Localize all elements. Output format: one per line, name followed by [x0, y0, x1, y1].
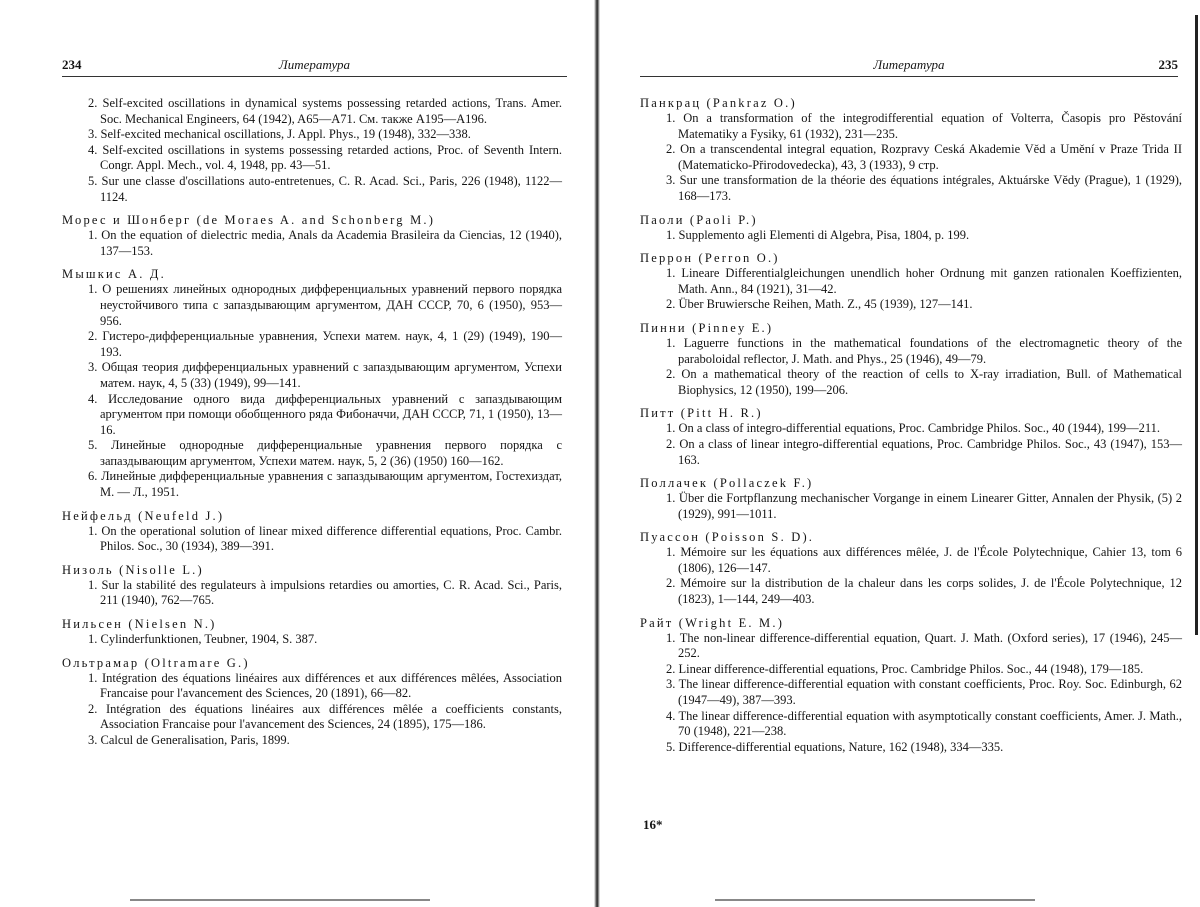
reference-item: 1. On a class of integro-differential equations, Proc. Cambridge Philos. Soc., 40 (1944), 199—211. — [666, 421, 1161, 436]
page-edge — [1195, 15, 1198, 635]
reference-item: 2. Linear difference-differential equations, Proc. Cambridge Philos. Soc., 44 (1948), 179—185. — [666, 661, 1144, 676]
page-number: 235 — [1158, 57, 1178, 72]
reference-item: 5. Sur une classe d'oscillations auto-entretenues, C. R. Acad. Sci., Paris, 226 (1948), 1122—1124. — [88, 173, 562, 204]
reference-item: 1. On a transformation of the integrodifferential equation of Volterra, Časopis pro Pěstování Matematiky a Fysiky, 61 (1932), 231—235. — [666, 111, 1182, 141]
author-name: Панкрац (Pankraz O.) — [640, 96, 797, 110]
signature-mark: 16* — [643, 817, 663, 832]
bibliography-list — [62, 96, 562, 756]
bibliography-entry — [640, 250, 1182, 313]
page-bottom-edge — [715, 899, 1035, 901]
reference-item: 5. Линейные однородные дифференциальные уравнения первого порядка с запаздывающим аргументом, Успехи матем. наук, 5, 2 (36) (1950) 160—162. — [88, 438, 562, 468]
author-name: Нейфельд (Neufeld J.) — [62, 508, 225, 523]
reference-item: 2. Mémoire sur la distribution de la chaleur dans les corps solides, J. de l'École Polytechnique, 12 (1823), 1—144, 249—403. — [666, 576, 1182, 607]
bibliography-entry — [640, 529, 1182, 607]
reference-item: 5. Difference-differential equations, Nature, 162 (1948), 334—335. — [666, 739, 1004, 754]
reference-item: 1. Über die Fortpflanzung mechanischer Vorgange in einem Linearer Gitter, Annalen der Physik, (5) 2 (1929), 991—1011. — [666, 491, 1182, 521]
reference-item: 3. The linear difference-differential equation with constant coefficients, Proc. Roy. Soc. Edinburgh, 62 (1947—49), 387—393. — [666, 677, 1182, 708]
bibliography-list — [640, 95, 1182, 762]
reference-item: 6. Линейные дифференциальные уравнения с запаздывающим аргументом, Гостехиздат, М. — Л., 1951. — [88, 469, 562, 500]
bibliography-entry — [640, 212, 1182, 244]
bibliography-entry — [62, 96, 562, 205]
reference-item: 1. On the equation of dielectric media, Anals da Academia Brasileira da Ciencias, 12 (1940), 137—153. — [88, 228, 562, 258]
reference-item: 2. Über Bruwiersche Reihen, Math. Z., 45 (1939), 127—141. — [666, 297, 973, 312]
reference-item: 2. Гистеро-дифференциальные уравнения, Успехи матем. наук, 4, 1 (29) (1949), 190—193. — [88, 329, 562, 359]
page-number: 234 — [62, 57, 82, 72]
reference-item: 3. Sur une transformation de la théorie des équations intégrales, Aktuárske Vědy (Prague), 1 (1929), 168—173. — [666, 173, 1182, 203]
author-name: Нильсен (Nielsen N.) — [62, 617, 217, 632]
reference-item: 1. Laguerre functions in the mathematical foundations of the electromagnetic theory of the paraboloidal reflector, J. Math. and Phys., 25 (1946), 49—79. — [666, 335, 1182, 366]
bibliography-entry — [640, 475, 1182, 522]
reference-item: 4. The linear difference-differential equation with asymptotically constant coefficients, Amer. J. Math., 70 (1948), 221—238. — [666, 708, 1182, 739]
left-page-header — [62, 57, 567, 77]
reference-item: 3. Calcul de Generalisation, Paris, 1899. — [88, 733, 290, 747]
author-name: Морес и Шонберг (de Moraes A. and Schonberg M.) — [62, 213, 436, 228]
reference-item: 3. Общая теория дифференциальных уравнений с запаздывающим аргументом, Успехи матем. наук, 4, 5 (33) (1949), 99—141. — [88, 360, 562, 390]
bibliography-entry — [640, 95, 1182, 205]
reference-item: 1. Supplemento agli Elementi di Algebra, Pisa, 1804, p. 199. — [666, 227, 970, 242]
author-name: Низоль (Nisolle L.) — [62, 562, 204, 577]
reference-item: 2. On a mathematical theory of the reaction of cells to X-ray irradiation, Bull. of Mathematical Biophysics, 12 (1950), 199—206. — [666, 367, 1182, 397]
reference-item: 3. Self-excited mechanical oscillations, J. Appl. Phys., 19 (1948), 332—338. — [88, 127, 471, 142]
author-name: Пинни (Pinney E.) — [640, 320, 774, 335]
reference-item: 1. Sur la stabilité des regulateurs à impulsions retardies ou amorties, C. R. Acad. Sci., Paris, 211 (1940), 762—765. — [88, 577, 562, 608]
running-title: Литература — [278, 57, 351, 72]
author-name: Ольтрамар (Oltramare G.) — [62, 655, 250, 670]
right-page — [605, 0, 1200, 907]
author-name: Райт (Wright E. M.) — [640, 615, 785, 630]
reference-item: 1. Mémoire sur les équations aux différences mêlée, J. de l'École Polytechnique, Cahier 13, tom 6 (1806), 126—147. — [666, 545, 1182, 575]
reference-item: 2. On a transcendental integral equation, Rozpravy Ceská Akademie Věd a Umění v Praze Trida II (Matematicko-Přirodovedecka), 43, 3 (1933), 9 стр. — [666, 142, 1182, 172]
bibliography-entry — [62, 616, 562, 648]
bibliography-entry — [62, 508, 562, 555]
page-bottom-edge — [130, 899, 430, 901]
bibliography-entry — [62, 562, 562, 609]
reference-item: 2. On a class of linear integro-differential equations, Proc. Cambridge Philos. Soc., 43 (1947), 153—163. — [666, 436, 1182, 467]
reference-item: 1. Intégration des équations linéaires aux différences et aux différences mêlées, Association Francaise pour l'avancement des Sciences, 20 (1891), 66—82. — [88, 670, 562, 701]
reference-item: 2. Self-excited oscillations in dynamical systems possessing retarded actions, Trans. Amer. Soc. Mechanical Engineers, 64 (1942), A65—A71. См. также A195—A196. — [88, 96, 562, 126]
reference-item: 1. Cylinderfunktionen, Teubner, 1904, S. 387. — [88, 632, 318, 647]
header-rule — [640, 76, 1178, 77]
bibliography-entry — [640, 320, 1182, 398]
author-name: Поллачек (Pollaczek F.) — [640, 476, 814, 491]
reference-item: 1. The non-linear difference-differential equation, Quart. J. Math. (Oxford series), 17 (1946), 245—252. — [666, 630, 1182, 661]
bibliography-entry — [62, 212, 562, 259]
reference-item: 4. Self-excited oscillations in systems possessing retarded actions, Proc. of Seventh Intern. Congr. Appl. Mech., vol. 4, 1948, pp. 43—51. — [88, 142, 562, 173]
running-title: Литература — [873, 57, 945, 72]
right-page-header — [640, 57, 1178, 77]
left-page — [0, 0, 595, 907]
reference-item: 1. Lineare Differentialgleichungen unendlich hoher Ordnung mit ganzen rationalen Koeffizienten, Math. Ann., 84 (1921), 31—42. — [666, 266, 1182, 296]
header-rule — [62, 76, 567, 77]
reference-item: 4. Исследование одного вида дифференциальных уравнений с запаздывающим аргументом при помощи обобщенного ряда Фибоначчи, ДАН СССР, 71, 1 (1950), 13—16. — [88, 391, 562, 437]
bibliography-entry — [62, 655, 562, 749]
reference-item: 1. О решениях линейных однородных дифференциальных уравнений первого порядка неустойчивого типа с запаздывающим аргументом, ДАН СССР, 70, 6 (1950), 953—956. — [88, 282, 562, 328]
reference-item: 1. On the operational solution of linear mixed difference differential equations, Proc. Cambr. Philos. Soc., 30 (1934), 389—391. — [88, 523, 562, 554]
bibliography-entry — [62, 266, 562, 500]
author-name: Питт (Pitt H. R.) — [640, 406, 763, 421]
author-name: Перрон (Perron O.) — [640, 251, 780, 266]
author-name: Мышкис А. Д. — [62, 267, 166, 282]
reference-item: 2. Intégration des équations linéaires aux différences mêlée a coefficients constants, Association Francaise pour l'avancement des Sciences, 24 (1895), 175—186. — [88, 701, 562, 732]
author-name: Паоли (Paoli P.) — [640, 212, 758, 227]
bibliography-entry — [640, 615, 1182, 756]
author-name: Пуассон (Poisson S. D). — [640, 530, 815, 545]
book-spine — [594, 0, 600, 907]
bibliography-entry — [640, 405, 1182, 468]
